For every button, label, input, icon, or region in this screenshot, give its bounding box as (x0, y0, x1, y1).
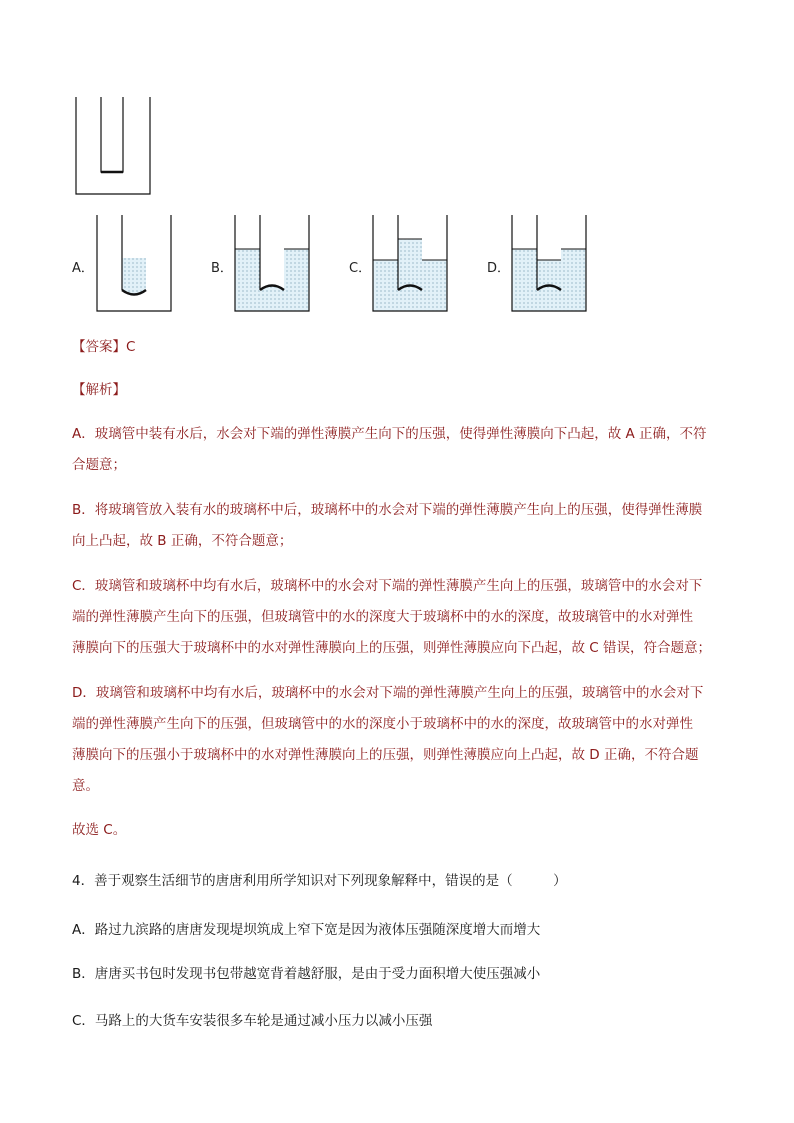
question-4-option-c: C．马路上的大货车安装很多车轮是通过减小压力以减小压强 (72, 1013, 433, 1029)
option-c-figure (371, 213, 451, 315)
experiment-figure-top (70, 95, 160, 200)
analysis-line: A．玻璃管中装有水后，水会对下端的弹性薄膜产生向下的压强，使得弹性薄膜向下凸起，故 A 正确，不符 (72, 426, 707, 442)
question-4-option-a: A．路过九滨路的唐唐发现堤坝筑成上窄下宽是因为液体压强随深度增大而增大 (72, 922, 541, 938)
option-b-figure (233, 213, 313, 315)
analysis-line: C．玻璃管和玻璃杯中均有水后，玻璃杯中的水会对下端的弹性薄膜产生向上的压强，玻璃管中的水会对下 (72, 578, 703, 594)
analysis-line: 意。 (72, 778, 99, 794)
option-d-label: D． (487, 261, 511, 276)
answer-line: 【答案】C (72, 339, 136, 355)
analysis-line: 薄膜向下的压强大于玻璃杯中的水对弹性薄膜向上的压强，则弹性薄膜应向下凸起，故 C 错误，符合题意； (72, 640, 712, 656)
analysis-heading: 【解析】 (72, 382, 126, 398)
question-4-stem: 4．善于观察生活细节的唐唐利用所学知识对下列现象解释中，错误的是（ ） (72, 873, 567, 889)
analysis-line: 薄膜向下的压强小于玻璃杯中的水对弹性薄膜向上的压强，则弹性薄膜应向上凸起，故 D 正确，不符合题 (72, 747, 699, 763)
option-c-label: C． (349, 261, 372, 276)
option-a-figure (95, 213, 175, 315)
option-b-label: B． (211, 261, 233, 276)
analysis-line: 端的弹性薄膜产生向下的压强，但玻璃管中的水的深度大于玻璃杯中的水的深度，故玻璃管中的水对弹性 (72, 609, 693, 625)
analysis-line: B．将玻璃管放入装有水的玻璃杯中后，玻璃杯中的水会对下端的弹性薄膜产生向上的压强，使得弹性薄膜 (72, 502, 703, 518)
option-a-label: A． (72, 261, 94, 276)
analysis-line: 端的弹性薄膜产生向下的压强，但玻璃管中的水的深度小于玻璃杯中的水的深度，故玻璃管中的水对弹性 (72, 716, 693, 732)
analysis-line: 合题意； (72, 457, 126, 473)
analysis-line: 向上凸起，故 B 正确，不符合题意； (72, 533, 293, 549)
analysis-conclusion: 故选 C。 (72, 822, 127, 838)
option-d-figure (510, 213, 590, 315)
question-4-option-b: B．唐唐买书包时发现书包带越宽背着越舒服，是由于受力面积增大使压强减小 (72, 966, 541, 982)
analysis-line: D．玻璃管和玻璃杯中均有水后，玻璃杯中的水会对下端的弹性薄膜产生向上的压强，玻璃管中的水会对下 (72, 685, 704, 701)
